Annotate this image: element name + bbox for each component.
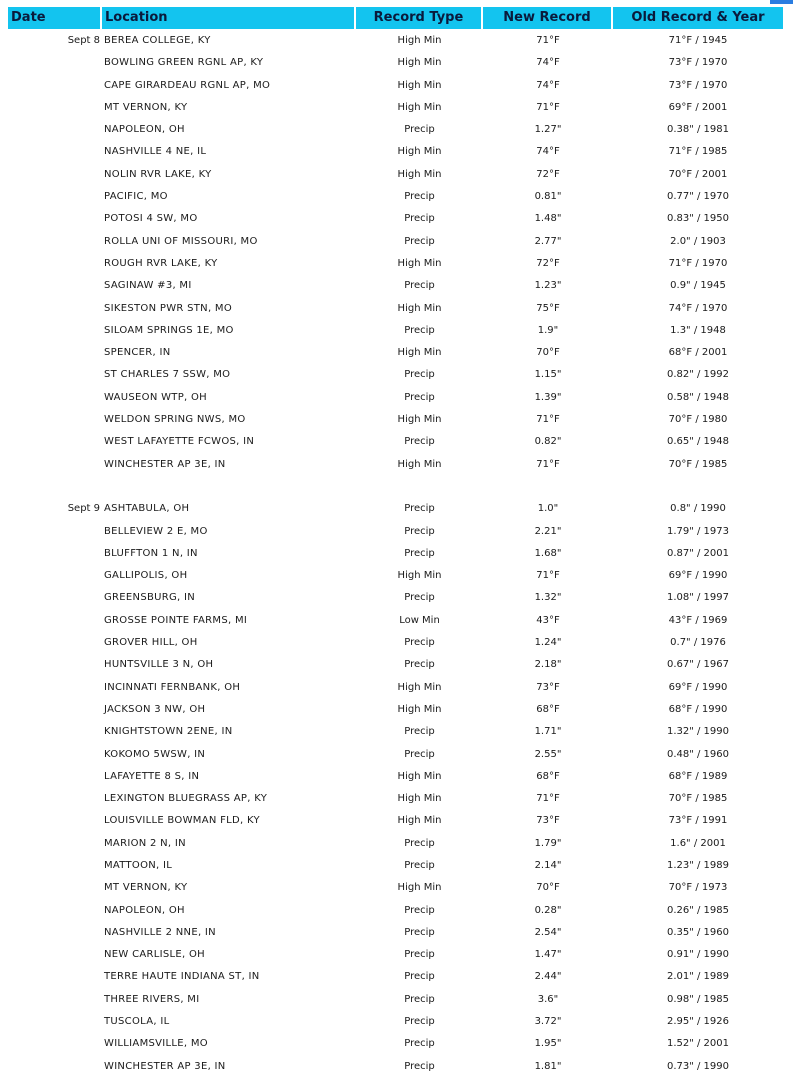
header-location: Location [102,7,354,29]
old-record-cell: 0.38" / 1981 [666,124,730,136]
record-type-cell: High Min [397,815,442,827]
old-record-cell: 2.01" / 1989 [666,971,730,983]
record-type-cell: Precip [404,1016,435,1028]
table-row [8,298,783,320]
records-table-body [8,30,783,1078]
date-cell [8,52,102,74]
location-cell: TUSCOLA, IL [104,1016,170,1028]
record-type-cell: Low Min [399,614,440,626]
location-cell: HUNTSVILLE 3 N, OH [104,659,214,671]
location-cell: ASHTABULA, OH [104,503,190,515]
table-row [8,721,783,743]
location-cell: MATTOON, IL [104,859,173,871]
date-cell [8,387,102,409]
table-row [8,454,783,476]
table-row [8,810,783,832]
location-cell: KOKOMO 5WSW, IN [104,748,206,760]
record-type-cell: Precip [404,904,435,916]
table-row [8,498,783,520]
record-type-cell: High Min [397,168,442,180]
record-type-cell: Precip [404,1038,435,1050]
table-row [8,744,783,766]
old-record-cell: 2.0" / 1903 [670,235,726,247]
new-record-cell: 74°F [536,79,560,91]
table-row [8,521,783,543]
location-cell: NOLIN RVR LAKE, KY [104,168,212,180]
date-cell [8,788,102,810]
location-cell: PACIFIC, MO [104,191,168,203]
old-record-cell: 71°F / 1945 [668,35,728,46]
table-row [8,119,783,141]
header-old-record: Old Record & Year [613,7,783,29]
date-cell [8,342,102,364]
date-cell [8,431,102,453]
location-cell: GREENSBURG, IN [104,592,196,604]
new-record-cell: 0.81" [534,191,562,203]
new-record-cell: 1.15" [534,369,562,381]
old-record-cell: 0.58" / 1948 [666,391,730,403]
table-row [8,587,783,609]
date-cell [8,654,102,676]
table-row [8,922,783,944]
new-record-cell: 1.48" [534,213,562,225]
old-record-cell: 0.26" / 1985 [666,904,730,916]
table-row [8,1011,783,1033]
old-record-cell: 2.95" / 1926 [666,1016,730,1028]
location-cell: GROSSE POINTE FARMS, MI [104,614,248,626]
old-record-cell: 70°F / 1973 [668,882,728,894]
location-cell: SPENCER, IN [104,347,171,359]
old-record-cell: 73°F / 1991 [668,815,728,827]
table-row [8,944,783,966]
date-cell [8,141,102,163]
old-record-cell: 0.48" / 1960 [666,748,730,760]
location-cell: THREE RIVERS, MI [104,993,200,1005]
new-record-cell: 1.71" [534,726,562,738]
table-row [8,766,783,788]
new-record-cell: 2.54" [534,926,562,938]
new-record-cell: 1.68" [534,547,562,559]
new-record-cell: 74°F [536,146,560,158]
location-cell: WILLIAMSVILLE, MO [104,1038,208,1050]
date-cell [8,922,102,944]
new-record-cell: 1.9" [537,324,559,336]
record-type-cell: Precip [404,436,435,448]
new-record-cell: 71°F [536,414,560,426]
old-record-cell: 0.77" / 1970 [666,191,730,203]
record-type-cell: Precip [404,213,435,225]
old-record-cell: 1.79" / 1973 [666,525,730,537]
old-record-cell: 1.3" / 1948 [670,324,726,336]
record-type-cell: Precip [404,993,435,1005]
date-cell [8,275,102,297]
old-record-cell: 1.32" / 1990 [666,726,730,738]
date-cell [8,521,102,543]
record-type-cell: Precip [404,592,435,604]
record-type-cell: High Min [397,57,442,69]
record-type-cell: High Min [397,570,442,582]
table-row [8,231,783,253]
old-record-cell: 68°F / 2001 [668,347,728,359]
new-record-cell: 70°F [536,347,560,359]
table-row [8,342,783,364]
old-record-cell: 73°F / 1970 [668,79,728,91]
record-type-cell: Precip [404,926,435,938]
new-record-cell: 72°F [536,168,560,180]
new-record-cell: 0.28" [534,904,562,916]
date-cell [8,320,102,342]
new-record-cell: 2.77" [534,235,562,247]
date-cell [8,944,102,966]
new-record-cell: 2.44" [534,971,562,983]
location-cell: SIKESTON PWR STN, MO [104,302,232,314]
old-record-cell: 71°F / 1970 [668,257,728,269]
record-type-cell: Precip [404,547,435,559]
date-cell [8,409,102,431]
location-cell: BEREA COLLEGE, KY [104,35,211,46]
header-date: Date [8,7,100,29]
new-record-cell: 1.32" [534,592,562,604]
table-row [8,565,783,587]
table-row [8,364,783,386]
location-cell: INCINNATI FERNBANK, OH [104,681,241,693]
location-cell: POTOSI 4 SW, MO [104,213,198,225]
date-cell [8,298,102,320]
new-record-cell: 3.72" [534,1016,562,1028]
location-cell: NEW CARLISLE, OH [104,949,205,961]
old-record-cell: 1.08" / 1997 [666,592,730,604]
record-type-cell: High Min [397,770,442,782]
date-cell [8,75,102,97]
old-record-cell: 70°F / 1985 [668,458,728,470]
table-row [8,1056,783,1078]
new-record-cell: 0.82" [534,436,562,448]
table-row [8,30,783,52]
location-cell: MARION 2 N, IN [104,837,186,849]
location-cell: NAPOLEON, OH [104,904,185,916]
new-record-cell: 71°F [536,458,560,470]
date-cell [8,1011,102,1033]
date-cell [8,164,102,186]
old-record-cell: 0.91" / 1990 [666,949,730,961]
table-row [8,855,783,877]
record-type-cell: Precip [404,124,435,136]
old-record-cell: 69°F / 1990 [668,681,728,693]
table-row [8,900,783,922]
date-cell [8,721,102,743]
new-record-cell: 73°F [536,815,560,827]
table-row [8,989,783,1011]
record-type-cell: High Min [397,703,442,715]
table-row [8,387,783,409]
date-cell [8,900,102,922]
table-row [8,275,783,297]
date-cell [8,610,102,632]
record-type-cell: High Min [397,882,442,894]
old-record-cell: 0.87" / 2001 [666,547,730,559]
group-spacer [8,476,783,498]
date-cell [8,677,102,699]
record-type-cell: Precip [404,1060,435,1072]
old-record-cell: 1.6" / 2001 [670,837,726,849]
old-record-cell: 0.8" / 1990 [670,503,726,515]
old-record-cell: 43°F / 1969 [668,614,728,626]
record-type-cell: Precip [404,391,435,403]
new-record-cell: 68°F [536,703,560,715]
new-record-cell: 2.21" [534,525,562,537]
record-type-cell: Precip [404,235,435,247]
record-type-cell: Precip [404,525,435,537]
location-cell: BLUFFTON 1 N, IN [104,547,198,559]
location-cell: LAFAYETTE 8 S, IN [104,770,200,782]
table-row [8,877,783,899]
record-type-cell: Precip [404,859,435,871]
record-type-cell: High Min [397,35,442,46]
record-type-cell: Precip [404,369,435,381]
location-cell: WINCHESTER AP 3E, IN [104,1060,226,1072]
record-type-cell: Precip [404,837,435,849]
table-row [8,164,783,186]
table-row [8,409,783,431]
new-record-cell: 1.27" [534,124,562,136]
location-cell: WAUSEON WTP, OH [104,391,207,403]
record-type-cell: High Min [397,347,442,359]
record-type-cell: Precip [404,949,435,961]
date-cell [8,119,102,141]
new-record-cell: 71°F [536,35,560,46]
date-cell [8,699,102,721]
old-record-cell: 0.73" / 1990 [666,1060,730,1072]
record-type-cell: Precip [404,971,435,983]
old-record-cell: 71°F / 1985 [668,146,728,158]
record-type-cell: Precip [404,659,435,671]
location-cell: ST CHARLES 7 SSW, MO [104,369,231,381]
new-record-cell: 71°F [536,570,560,582]
date-cell [8,833,102,855]
table-row [8,320,783,342]
date-cell [8,744,102,766]
table-row [8,431,783,453]
date-cell: Sept 9 [67,503,100,515]
new-record-cell: 2.55" [534,748,562,760]
old-record-cell: 69°F / 1990 [668,570,728,582]
header-record-type: Record Type [356,7,481,29]
new-record-cell: 1.95" [534,1038,562,1050]
date-cell [8,565,102,587]
table-row [8,833,783,855]
old-record-cell: 0.83" / 1950 [666,213,730,225]
new-record-cell: 70°F [536,882,560,894]
location-cell: JACKSON 3 NW, OH [104,703,206,715]
table-header [8,7,783,29]
new-record-cell: 1.23" [534,280,562,292]
date-cell [8,253,102,275]
date-cell [8,587,102,609]
record-type-cell: Precip [404,503,435,515]
record-type-cell: Precip [404,191,435,203]
new-record-cell: 43°F [536,614,560,626]
old-record-cell: 68°F / 1989 [668,770,728,782]
location-cell: CAPE GIRARDEAU RGNL AP, MO [104,79,271,91]
scroll-indicator [770,0,793,4]
location-cell: BELLEVIEW 2 E, MO [104,525,208,537]
date-cell [8,877,102,899]
location-cell: MT VERNON, KY [104,882,188,894]
new-record-cell: 3.6" [537,993,559,1005]
record-type-cell: High Min [397,146,442,158]
table-row [8,97,783,119]
header-new-record: New Record [483,7,611,29]
old-record-cell: 1.23" / 1989 [666,859,730,871]
location-cell: GROVER HILL, OH [104,637,198,649]
location-cell: MT VERNON, KY [104,101,188,113]
date-cell [8,810,102,832]
table-row [8,52,783,74]
location-cell: SILOAM SPRINGS 1E, MO [104,324,234,336]
date-cell [8,364,102,386]
record-type-cell: High Min [397,458,442,470]
location-cell: WEST LAFAYETTE FCWOS, IN [104,436,255,448]
date-cell [8,1033,102,1055]
location-cell: NAPOLEON, OH [104,124,185,136]
table-row [8,788,783,810]
table-row [8,75,783,97]
record-type-cell: High Min [397,681,442,693]
table-row [8,632,783,654]
new-record-cell: 72°F [536,257,560,269]
location-cell: KNIGHTSTOWN 2ENE, IN [104,726,233,738]
new-record-cell: 68°F [536,770,560,782]
location-cell: LEXINGTON BLUEGRASS AP, KY [104,793,268,805]
old-record-cell: 0.82" / 1992 [666,369,730,381]
date-cell [8,966,102,988]
old-record-cell: 70°F / 2001 [668,168,728,180]
old-record-cell: 0.35" / 1960 [666,926,730,938]
location-cell: WELDON SPRING NWS, MO [104,414,246,426]
date-cell [8,855,102,877]
old-record-cell: 70°F / 1985 [668,793,728,805]
new-record-cell: 75°F [536,302,560,314]
record-type-cell: High Min [397,302,442,314]
date-cell [8,1056,102,1078]
location-cell: SAGINAW #3, MI [104,280,192,292]
record-type-cell: High Min [397,257,442,269]
table-row [8,141,783,163]
new-record-cell: 1.81" [534,1060,562,1072]
new-record-cell: 2.14" [534,859,562,871]
record-type-cell: High Min [397,793,442,805]
record-type-cell: High Min [397,79,442,91]
new-record-cell: 74°F [536,57,560,69]
location-cell: ROLLA UNI OF MISSOURI, MO [104,235,258,247]
date-cell [8,231,102,253]
new-record-cell: 1.47" [534,949,562,961]
old-record-cell: 0.98" / 1985 [666,993,730,1005]
table-row [8,699,783,721]
record-type-cell: High Min [397,101,442,113]
new-record-cell: 1.24" [534,637,562,649]
old-record-cell: 69°F / 2001 [668,101,728,113]
date-cell [8,766,102,788]
date-cell [8,632,102,654]
table-row [8,208,783,230]
record-type-cell: Precip [404,324,435,336]
date-cell: Sept 8 [67,35,100,46]
old-record-cell: 0.65" / 1948 [666,436,730,448]
record-type-cell: High Min [397,414,442,426]
table-row [8,654,783,676]
date-cell [8,186,102,208]
old-record-cell: 0.67" / 1967 [666,659,730,671]
old-record-cell: 68°F / 1990 [668,703,728,715]
location-cell: ROUGH RVR LAKE, KY [104,257,218,269]
table-row [8,543,783,565]
table-row [8,966,783,988]
new-record-cell: 2.18" [534,659,562,671]
old-record-cell: 1.52" / 2001 [666,1038,730,1050]
date-cell [8,989,102,1011]
location-cell: NASHVILLE 4 NE, IL [104,146,207,158]
old-record-cell: 0.7" / 1976 [670,637,726,649]
new-record-cell: 71°F [536,101,560,113]
old-record-cell: 0.9" / 1945 [670,280,726,292]
date-cell [8,543,102,565]
old-record-cell: 73°F / 1970 [668,57,728,69]
table-row [8,253,783,275]
table-row [8,610,783,632]
new-record-cell: 1.79" [534,837,562,849]
old-record-cell: 70°F / 1980 [668,414,728,426]
location-cell: TERRE HAUTE INDIANA ST, IN [104,971,260,983]
location-cell: NASHVILLE 2 NNE, IN [104,926,216,938]
location-cell: LOUISVILLE BOWMAN FLD, KY [104,815,260,827]
old-record-cell: 74°F / 1970 [668,302,728,314]
location-cell: WINCHESTER AP 3E, IN [104,458,226,470]
table-row [8,1033,783,1055]
new-record-cell: 71°F [536,793,560,805]
record-type-cell: Precip [404,748,435,760]
location-cell: BOWLING GREEN RGNL AP, KY [104,57,264,69]
date-cell [8,208,102,230]
record-type-cell: Precip [404,726,435,738]
new-record-cell: 1.39" [534,391,562,403]
table-row [8,677,783,699]
date-cell [8,97,102,119]
new-record-cell: 73°F [536,681,560,693]
record-type-cell: Precip [404,280,435,292]
record-type-cell: Precip [404,637,435,649]
new-record-cell: 1.0" [537,503,559,515]
location-cell: GALLIPOLIS, OH [104,570,188,582]
table-row [8,186,783,208]
date-cell [8,454,102,476]
